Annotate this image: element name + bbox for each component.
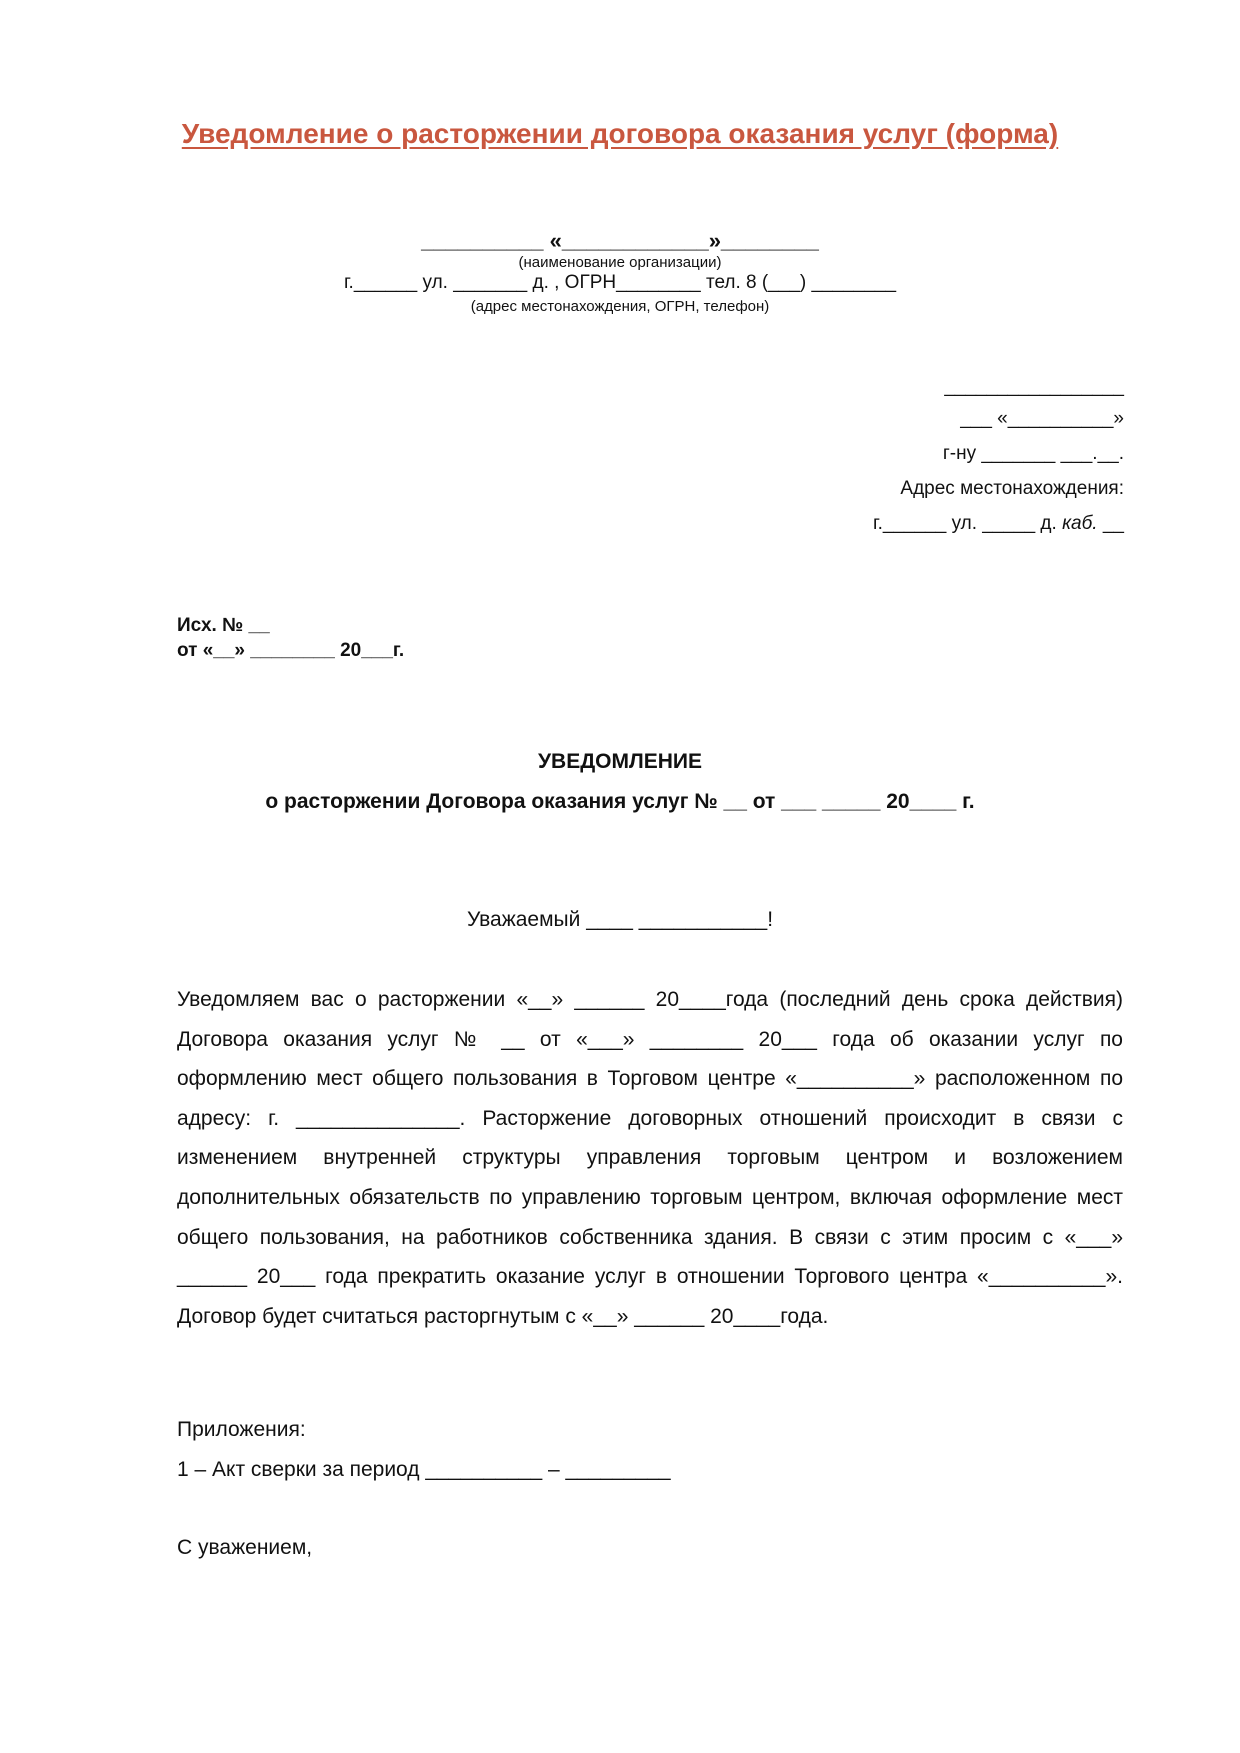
attachment-item-1: 1 – Акт сверки за период __________ – _________ (177, 1458, 671, 1481)
sender-org-caption: (наименование организации) (518, 254, 722, 271)
recipient-address-kab: каб. (1062, 513, 1098, 534)
recipient-line-3: г-ну _______ ___.__. (942, 443, 1124, 464)
recipient-line-5 (873, 513, 1124, 535)
notice-body: Уведомляем вас о расторжении «__» ______ 20____года (последний день срока действия) Договора оказания услуг № __ от «___» ________ 20___ года об оказании услуг по оформлению мест общего пользования в Торговом центре «__________» расположенном по адресу: г. ______________. Расторжение договорных отношений происходит в связи с изменением внутренней структуры управления торговым центром и возложением дополнительных обязательств по управлению торговым центром, включая оформление мест общего пользования, на работников собственника здания. В связи с этим просим с «___» ______ 20___ года прекратить оказание услуг в отношении Торгового центра «__________». Договор будет считаться расторгнутым с «__» ______ 20____года. (177, 988, 1123, 1328)
attachments-label: Приложения: (177, 1418, 306, 1441)
notice-heading: УВЕДОМЛЕНИЕ (537, 750, 703, 773)
recipient-line-1: _________________ (944, 376, 1124, 397)
salutation: Уважаемый ____ ___________! (466, 908, 774, 931)
outgoing-number: Исх. № __ (177, 615, 270, 636)
recipient-line-4: Адрес местонахождения: (900, 478, 1124, 499)
recipient-address-main: г.______ ул. _____ д. (873, 513, 1063, 534)
outgoing-date: от «__» ________ 20___г. (177, 640, 405, 661)
sender-org-line: __________ «____________»________ (421, 228, 819, 253)
notice-subtitle: о расторжении Договора оказания услуг № __ от ___ _____ 20____ г. (265, 790, 975, 813)
sender-address-caption: (адрес местонахождения, ОГРН, телефон) (470, 298, 770, 315)
sender-address-line: г.______ ул. _______ д. , ОГРН________ тел. 8 (___) ________ (343, 272, 897, 293)
recipient-line-2: ___ «__________» (960, 408, 1124, 429)
recipient-address-tail: __ (1097, 513, 1124, 534)
closing-line: С уважением, (177, 1536, 313, 1559)
document-title: Уведомление о расторжении договора оказания услуг (форма) (181, 118, 1059, 149)
